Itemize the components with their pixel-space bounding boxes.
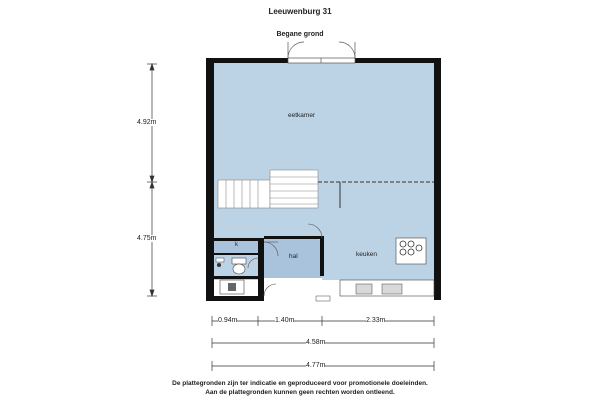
dimension-height-bottom: 4.75m [137, 235, 157, 242]
meter-cupboard [220, 280, 244, 294]
dimension-width-total: 4.77m [306, 362, 326, 369]
dimension-width-a: 0.94m [218, 317, 238, 324]
dimension-width-c: 2.33m [366, 317, 386, 324]
dimension-width-b: 1.40m [275, 317, 295, 324]
entry-area [264, 278, 322, 300]
garden-doors [288, 42, 355, 63]
floor-label: Begane grond [276, 31, 324, 38]
room-label-living: eetkamer [288, 112, 316, 119]
room-label-kitchen: keuken [356, 251, 377, 258]
disclaimer-line-1: De plattegronden zijn ter indicatie en geproduceerd voor promotionele doeleinden. [172, 380, 428, 387]
disclaimer-line-2: Aan de plattegronden kunnen geen rechten worden ontleend. [205, 389, 395, 396]
living-room-area [214, 62, 434, 180]
dimension-width-inner: 4.58m [306, 339, 326, 346]
room-label-hall: hal [289, 253, 298, 260]
plan-title: Leeuwenburg 31 [268, 7, 332, 16]
dimension-height-top: 4.92m [137, 119, 157, 126]
room-label-closet: k [235, 242, 238, 248]
vertical-dimensions [147, 64, 157, 296]
